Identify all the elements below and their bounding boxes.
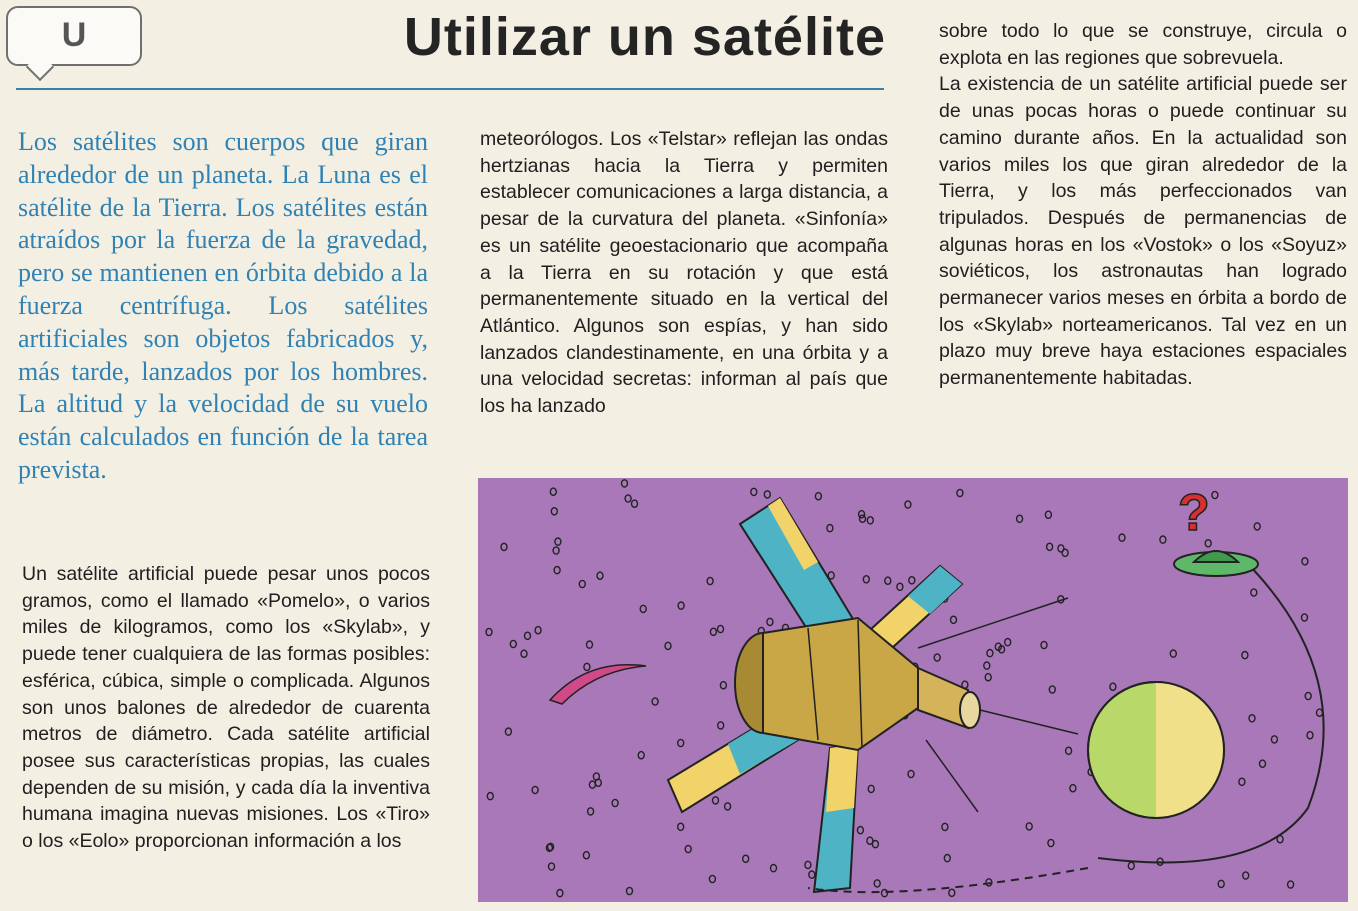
body-column-1 <box>22 561 430 855</box>
body-column-3 <box>939 18 1347 392</box>
question-mark-icon: ? <box>1178 484 1210 542</box>
satellite-illustration <box>478 478 1348 902</box>
intro-paragraph: Los satélites son cuerpos que giran alrededor de un planeta. La Luna es el satélite de la Tierra. Los satélites están atraídos por la fuerza de la gravedad, pero se mantienen en órbita debido a la fuerza centrífuga. Los satélites artificiales son objetos fabricados y, más tarde, lanzados por los hombres. La altitud y la velocidad de su vuelo están calculados en función de la tarea prevista. <box>18 127 428 484</box>
tab-notch <box>26 53 54 81</box>
body-text: La existencia de un satélite artificial puede ser de unas pocas horas o puede continuar su camino durante años. En la actualidad son varios miles los que giran alrededor de la Tierra, y los más perfeccionados van tripulados. Después de permanencias de algunas horas en los «Vostok» o los «Soyuz» soviéticos, los astronautas han logrado permanecer varios meses en órbita a bordo de los «Skylab» norteamericanos. Tal vez en un plazo muy breve haya estaciones espaciales permanentemente habitadas. <box>939 73 1347 390</box>
section-letter-tab <box>6 6 142 66</box>
page-title: Utilizar un satélite <box>403 7 886 67</box>
title-divider <box>16 88 884 90</box>
ufo-icon <box>1174 551 1258 576</box>
body-text: meteorólogos. Los «Telstar» reflejan las ondas hertzianas hacia la Tierra y permiten establecer comunicaciones a larga distancia, a pesar de la curvatura del planeta. «Sinfonía» es un satélite geoestacionario que acompaña a la Tierra en su rotación y que está permanentemente situado en la vertical del Atlántico. Algunos son espías, y han sido lanzados clandestinamente, en una órbita y a una velocidad secretas: informan al país que los ha lanzado <box>480 128 888 418</box>
body-column-2 <box>480 126 888 420</box>
body-text: Un satélite artificial puede pesar unos pocos gramos, como el llamado «Pomelo», o varios miles de kilogramos, como los «Skylab», y puede tener cualquiera de las formas posibles: esférica, cúbica, simple o complicada. Algunos son unos balones de alrededor de cuarenta metros de diámetro. Cada satélite artificial posee sus características propias, las cuales dependen de su misión, y cada día la inventiva humana imagina nuevas misiones. Los «Tiro» o los «Eolo» proporcionan información a los <box>22 563 430 853</box>
planet-icon <box>1088 682 1224 818</box>
section-letter: U <box>61 16 87 54</box>
body-text: sobre todo lo que se construye, circula o explota en las regiones que sobrevuela. <box>939 20 1347 69</box>
